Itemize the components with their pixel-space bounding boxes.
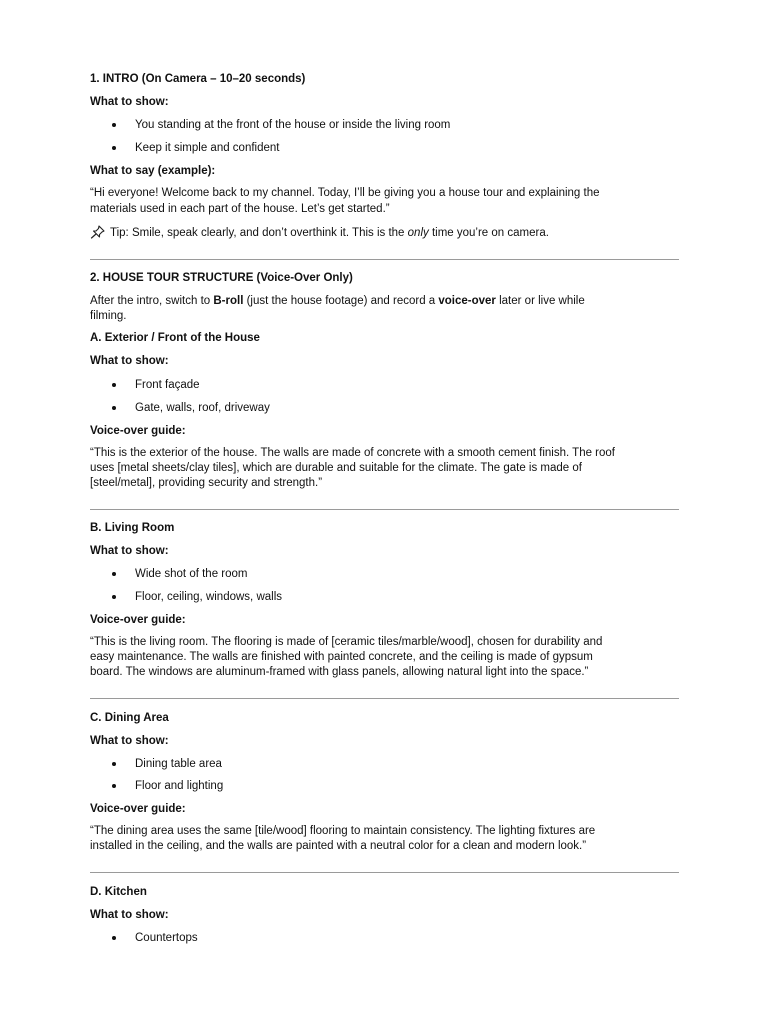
living-guide-line-1: “This is the living room. The flooring is made of [ceramic tiles/marble/wood], chosen for durability and [90, 636, 603, 648]
intro-heading: 1. INTRO (On Camera – 10–20 seconds) [90, 73, 306, 85]
living-guide-line-3: board. The windows are aluminum-framed with glass panels, allowing natural light into the space.” [90, 666, 589, 678]
tip-emphasis: only [407, 227, 429, 239]
exterior-bullet-2: Gate, walls, roof, driveway [135, 402, 270, 414]
tip-text-pre: Tip: Smile, speak clearly, and don’t overthink it. This is the [110, 227, 408, 239]
dining-bullet-2: Floor and lighting [135, 780, 224, 792]
dining-heading: C. Dining Area [90, 712, 169, 724]
section-divider [90, 698, 679, 699]
exterior-heading: A. Exterior / Front of the House [90, 332, 260, 344]
pushpin-icon [90, 225, 106, 239]
dining-what-to-show: What to show: [90, 735, 169, 747]
kitchen-heading: D. Kitchen [90, 886, 147, 898]
dining-guide-line-1: “The dining area uses the same [tile/wood] flooring to maintain consistency. The lighting fixtures are [90, 825, 596, 837]
living-heading: B. Living Room [90, 522, 175, 534]
exterior-what-to-show: What to show: [90, 355, 169, 367]
exterior-guide-line-3: [steel/metal], providing security and strength.” [90, 477, 323, 489]
structure-heading: 2. HOUSE TOUR STRUCTURE (Voice-Over Only) [90, 272, 353, 284]
b-roll-emphasis: B-roll [213, 295, 244, 307]
text-run: After the intro, switch to [90, 295, 214, 307]
living-guide-line-2: easy maintenance. The walls are finished with painted concrete, and the ceiling is made of gypsum [90, 651, 593, 663]
living-guide-label: Voice-over guide: [90, 614, 186, 626]
dining-guide-label: Voice-over guide: [90, 803, 186, 815]
dining-bullet-1: Dining table area [135, 758, 222, 770]
exterior-guide-label: Voice-over guide: [90, 425, 186, 437]
living-bullet-1: Wide shot of the room [135, 568, 248, 580]
living-what-to-show: What to show: [90, 545, 169, 557]
tip-text-post: time you’re on camera. [428, 227, 549, 239]
section-divider [90, 259, 679, 260]
intro-what-to-say: What to say (example): [90, 165, 216, 177]
section-divider [90, 872, 679, 873]
intro-bullet-2: Keep it simple and confident [135, 142, 280, 154]
voice-over-emphasis: voice-over [438, 295, 496, 307]
intro-what-to-show: What to show: [90, 96, 169, 108]
text-run: later or live while [495, 295, 585, 307]
intro-quote-line-2: materials used in each part of the house. Let’s get started.” [90, 203, 390, 215]
dining-guide-line-2: installed in the ceiling, and the walls are painted with a neutral color for a clean and modern look.” [90, 840, 587, 852]
intro-quote-line-1: “Hi everyone! Welcome back to my channel. Today, I’ll be giving you a house tour and explaining the [90, 187, 600, 199]
kitchen-what-to-show: What to show: [90, 909, 169, 921]
section-divider [90, 509, 679, 510]
structure-paragraph-line-1 [90, 294, 680, 309]
intro-bullet-1: You standing at the front of the house or inside the living room [135, 119, 451, 131]
living-bullet-2: Floor, ceiling, windows, walls [135, 591, 283, 603]
kitchen-bullet-1: Countertops [135, 932, 198, 944]
exterior-guide-line-2: uses [metal sheets/clay tiles], which are durable and suitable for the climate. The gate is made of [90, 462, 582, 474]
structure-paragraph-line-2: filming. [90, 310, 127, 322]
exterior-guide-line-1: “This is the exterior of the house. The walls are made of concrete with a smooth cement finish. The roof [90, 447, 615, 459]
intro-tip [90, 225, 680, 241]
exterior-bullet-1: Front façade [135, 379, 200, 391]
text-run: (just the house footage) and record a [243, 295, 439, 307]
